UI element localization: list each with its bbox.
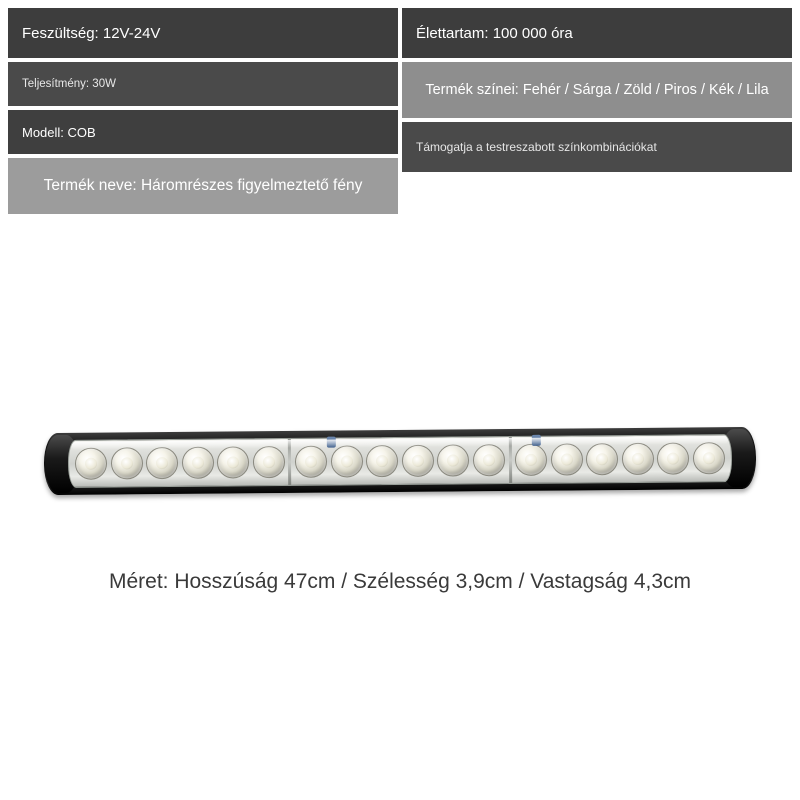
spec-power-text: Teljesítmény: 30W (22, 78, 116, 90)
led-module (253, 446, 285, 478)
specification-table (8, 8, 792, 214)
led-module (182, 447, 214, 479)
spec-custom-colors-text: Támogatja a testreszabott színkombinációkat (416, 140, 657, 154)
led-module (75, 448, 107, 480)
spec-column-left (8, 8, 398, 214)
led-module (693, 442, 725, 474)
led-module (330, 445, 362, 477)
led-module (366, 445, 398, 477)
spec-cell-colors (402, 62, 792, 118)
led-module (217, 446, 249, 478)
led-module (402, 445, 434, 477)
led-module (437, 444, 469, 476)
spec-lifetime-text: Élettartam: 100 000 óra (416, 24, 573, 42)
led-module (515, 444, 547, 476)
led-light-bar-icon (44, 427, 757, 495)
spec-column-right (402, 8, 792, 214)
spec-colors-text: Termék színei: Fehér / Sárga / Zöld / Piros / Kék / Lila (425, 81, 769, 98)
led-module (586, 443, 618, 475)
led-module (551, 443, 583, 475)
lens-marker-tab (532, 435, 541, 446)
led-module (295, 446, 327, 478)
led-module (473, 444, 505, 476)
lens-marker-tab (327, 437, 336, 448)
product-image-area (0, 380, 800, 580)
spec-cell-power (8, 62, 398, 106)
led-module (622, 443, 654, 475)
size-caption: Méret: Hosszúság 47cm / Szélesség 3,9cm / Vastagság 4,3cm (108, 570, 692, 593)
spec-model-text: Modell: COB (22, 124, 96, 140)
led-module (146, 447, 178, 479)
led-module (110, 447, 142, 479)
spec-cell-custom-colors (402, 122, 792, 172)
lens-segment-divider (508, 437, 511, 483)
spec-product-name-text: Termék neve: Háromrészes figyelmeztető fény (43, 177, 363, 195)
light-bar-lens (68, 434, 732, 488)
spec-voltage-text: Feszültség: 12V-24V (22, 24, 161, 42)
spec-cell-voltage (8, 8, 398, 58)
spec-cell-lifetime (402, 8, 792, 58)
spec-cell-model (8, 110, 398, 154)
spec-cell-product-name (8, 158, 398, 214)
led-module (657, 442, 689, 474)
lens-segment-divider (288, 439, 291, 485)
